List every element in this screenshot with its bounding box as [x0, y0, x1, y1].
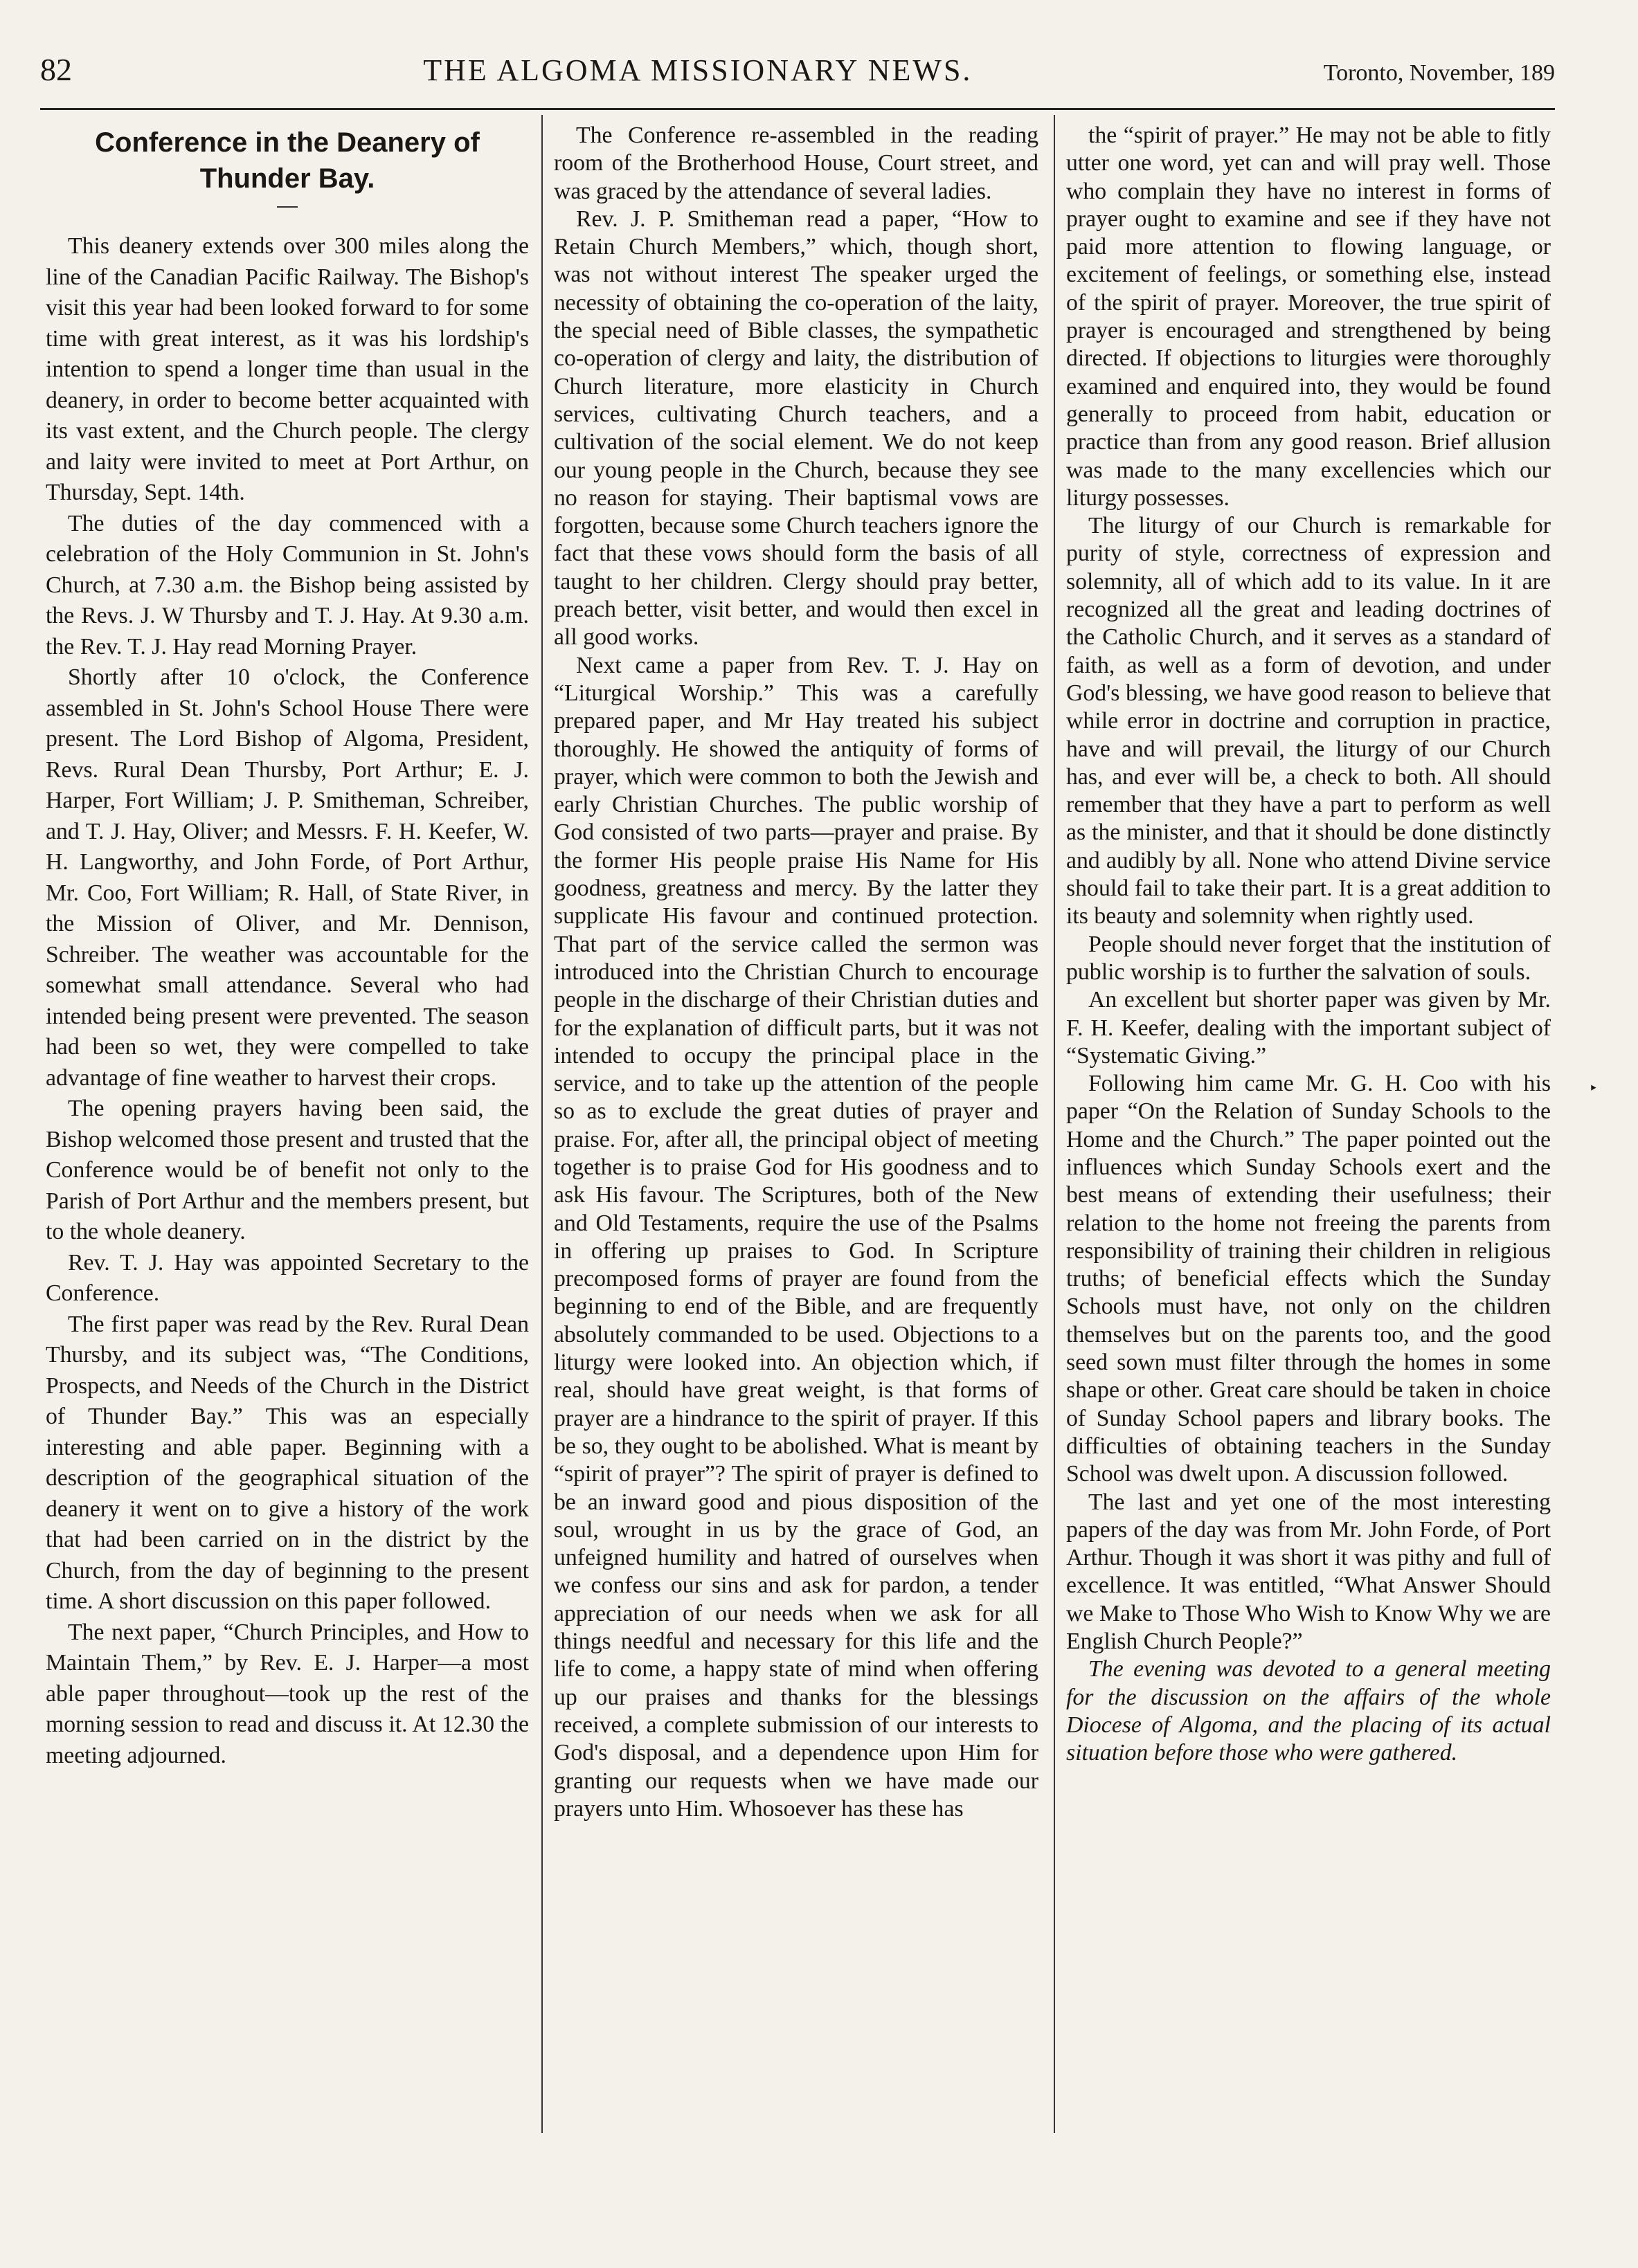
paragraph: the “spirit of prayer.” He may not be able to fitly utter one word, yet can and will pray well. Those who complain they have no interest in forms of prayer ought to examine and see if they have not paid more attention to flowing language, or excitement of feelings, or something else, instead of the spirit of prayer. Moreover, the true spirit of prayer is encouraged and strengthened by being directed. If objections to liturgies were thoroughly examined and enquired into, they would be found generally to proceed from habit, education or practice than from any good reason. Brief allusion was made to the many excellencies which our liturgy possesses.	[1066, 123, 1551, 511]
paragraph: An excellent but shorter paper was given by Mr. F. H. Keefer, dealing with the important subject of “Systematic Giving.”	[1066, 987, 1551, 1069]
paragraph: The last and yet one of the most interesting papers of the day was from Mr. John Forde, of Port Arthur. Though it was short it was pithy and full of excellence. It was entitled, “What Answer Should we Make to Those Who Wish to Know Why we are English Church People?”	[1066, 1489, 1551, 1655]
paragraph: This deanery extends over 300 miles along the line of the Canadian Pacific Railway. The Bishop's visit this year had been looked forward to for some time with great interest, as it was his lordship's intention to spend a longer time than usual in the deanery, in order to become better acquainted with its vast extent, and the Church people. The clergy and laity were invited to meet at Port Arthur, on Thursday, Sept. 14th.	[46, 233, 529, 505]
paragraph: The Conference re-assembled in the reading room of the Brotherhood House, Court street, and was graced by the attendance of several ladies.	[554, 123, 1038, 204]
title-divider	[277, 206, 298, 208]
article-title-line: Thunder Bay.	[199, 163, 375, 194]
column-1	[46, 122, 529, 1771]
column-2	[554, 122, 1038, 1823]
paragraph: The opening prayers having been said, the Bishop welcomed those present and trusted that the Conference would be of benefit not only to the Parish of Port Arthur and the members present, but to the whole deanery.	[46, 1096, 529, 1244]
paragraph: The next paper, “Church Principles, and How to Maintain Them,” by Rev. E. J. Harper—a most able paper throughout—took up the rest of the morning session to read and discuss it. At 12.30 the meeting adjourned.	[46, 1619, 529, 1768]
column-divider	[1054, 115, 1055, 2133]
paragraph: The first paper was read by the Rev. Rural Dean Thursby, and its subject was, “The Conditions, Prospects, and Needs of the Church in the District of Thunder Bay.” This was an especially interesting and able paper. Beginning with a description of the geographical situation of the deanery it went on to give a history of the work that had been carried on in the district by the Church, from the day of beginning to the present time. A short discussion on this paper followed.	[46, 1311, 529, 1614]
paragraph: The liturgy of our Church is remarkable for purity of style, correctness of expression and solemnity, all of which add to its value. In it are recognized all the great and leading doctrines of the Catholic Church, and it serves as a standard of faith, as well as a form of devotion, and under God's blessing, we have good reason to believe that while error in doctrine and corruption in practice, have and will prevail, the liturgy of our Church has, and ever will be, a check to both. All should remember that they have a part to perform as well as the minister, and that it should be done distinctly and audibly by all. None who attend Divine service should fail to take their part. It is a great addition to its beauty and solemnity when rightly used.	[1066, 513, 1551, 929]
masthead: THE ALGOMA MISSIONARY NEWS.	[423, 53, 973, 87]
page-header	[40, 51, 1555, 100]
paragraph: Shortly after 10 o'clock, the Conference assembled in St. John's School House There were present. The Lord Bishop of Algoma, President, Revs. Rural Dean Thursby, Port Arthur; E. J. Harper, Fort William; J. P. Smitheman, Schreiber, and T. J. Hay, Oliver; and Messrs. F. H. Keefer, W. H. Langworthy, and John Forde, of Port Arthur, Mr. Coo, Fort William; R. Hall, of State River, in the Mission of Oliver, and Mr. Dennison, Schreiber. The weather was accountable for the somewhat small attendance. Several who had intended being present were prevented. The season had been so wet, they were compelled to take advantage of fine weather to harvest their crops.	[46, 664, 529, 1091]
paragraph: Rev. T. J. Hay was appointed Secretary to the Conference.	[46, 1249, 529, 1306]
paragraph: Next came a paper from Rev. T. J. Hay on “Liturgical Worship.” This was a carefully prepared paper, and Mr Hay treated his subject thoroughly. He showed the antiquity of forms of prayer, which were common to both the Jewish and early Christian Churches. The public worship of God consisted of two parts—prayer and praise. By the former His people praise His Name for His goodness, greatness and mercy. By the latter they supplicate His favour and continued protection. That part of the service called the sermon was introduced into the Christian Church to encourage people in the discharge of their Christian duties and for the explanation of difficult parts, but it was not intended to occupy the principal place in the service, and to take up the attention of the people so as to exclude the great duties of prayer and praise. For, after all, the principal object of meeting together is to praise God for His goodness and to ask His favour. The Scriptures, both of the New and Old Testaments, require the use of the Psalms in offering up praises to God. In Scripture precomposed forms of prayer are found from the beginning to end of the Bible, and are frequently absolutely commanded to be used. Objections to a liturgy were looked into. An objection which, if real, should have great weight, is that forms of prayer are a hindrance to the spirit of prayer. If this be so, they ought to be abolished. What is meant by “spirit of prayer”? The spirit of prayer is defined to be an inward good and pious disposition of the soul, wrought in us by the grace of God, an unfeigned humility and hatred of ourselves when we confess our sins and ask for pardon, a tender appreciation of our needs when we ask for all things needful and necessary for this life and the life to come, a happy state of mind when offering up our praises and thanks for the blessings received, a complete submission of our interests to God's disposal, and a dependence upon Him for granting our requests when we have made our prayers unto Him. Whosoever has these has	[554, 652, 1038, 1822]
paragraph: The duties of the day commenced with a celebration of the Holy Communion in St. John's Church, at 7.30 a.m. the Bishop being assisted by the Revs. J. W Thursby and T. J. Hay. At 9.30 a.m. the Rev. T. J. Hay read Morning Prayer.	[46, 510, 529, 660]
print-speck: ‣	[1589, 1080, 1598, 1097]
paragraph: People should never forget that the institution of public worship is to further the salvation of souls.	[1066, 931, 1551, 985]
column-divider	[541, 115, 543, 2133]
paragraph: Following him came Mr. G. H. Coo with his paper “On the Relation of Sunday Schools to the Home and the Church.” The paper pointed out the influences which Sunday Schools exert and the best means of extending their usefulness; their relation to the home not freeing the parents from responsibility of training their children in religious truths; of beneficial effects which the Sunday Schools must have, not only on the children themselves but on the parents too, and the good seed sown must filter through the homes in some shape or other. Great care should be taken in choice of Sunday School papers and library books. The difficulties of obtaining teachers in the Sunday School was dwelt upon. A discussion followed.	[1066, 1071, 1551, 1487]
header-rule	[40, 108, 1555, 110]
paragraph: The evening was devoted to a general meeting for the discussion on the affairs of the whole Diocese of Algoma, and the placing of its actual situation before those who were gathered.	[1066, 1656, 1551, 1766]
column-3	[1066, 122, 1551, 1768]
dateline: Toronto, November, 189	[1323, 60, 1555, 86]
page-number: 82	[40, 52, 72, 87]
article-title	[46, 125, 529, 197]
paragraph: Rev. J. P. Smitheman read a paper, “How to Retain Church Members,” which, though short, was not without interest The speaker urged the necessity of obtaining the co-operation of the laity, the special need of Bible classes, the sympathetic co-operation of clergy and laity, the distribution of Church literature, more elasticity in Church services, cultivating Church teachers, and a cultivation of the social element. We do not keep our young people in the Church, because they see no reason for staying. Their baptismal vows are forgotten, because some Church teachers ignore the fact that these vows should form the basis of all taught to her children. Clergy should pray better, preach better, visit better, and would then excel in all good works.	[554, 206, 1038, 651]
article-title-line: Conference in the Deanery of	[95, 127, 480, 158]
